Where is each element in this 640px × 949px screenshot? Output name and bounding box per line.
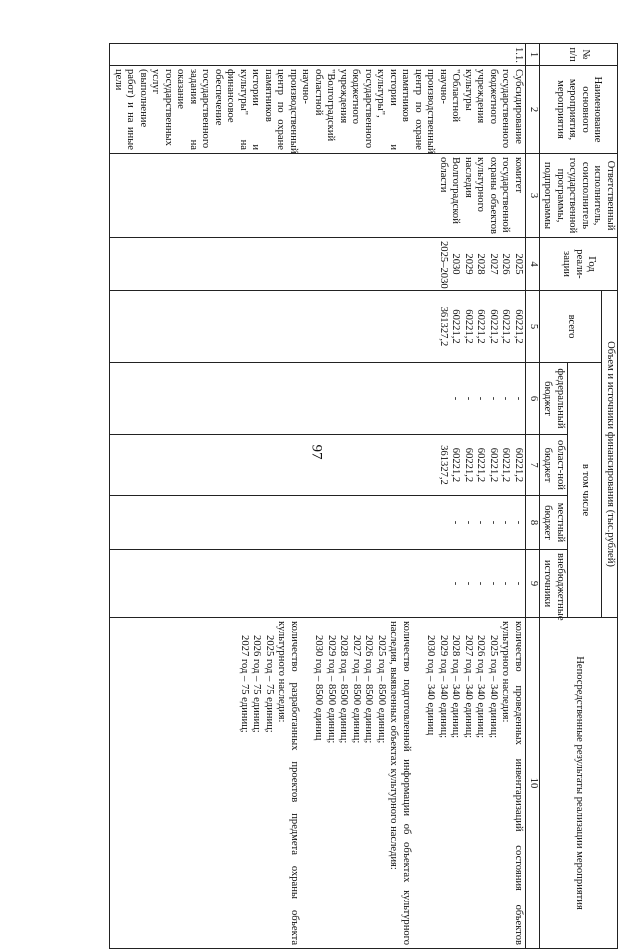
total-value: 361327,2	[438, 306, 449, 347]
result-item: 2028 год – 8500 единиц;	[338, 635, 350, 744]
result-group	[238, 621, 301, 945]
federal-value: -	[463, 396, 474, 401]
result-item: 2025 год – 75 единиц;	[264, 635, 275, 733]
column-number-row	[526, 44, 540, 949]
header-year: Год реали-зации	[540, 238, 618, 291]
program-measures-table	[110, 43, 619, 949]
total-cell	[110, 291, 526, 363]
extra-value: -	[463, 581, 474, 586]
year-value: 2027	[488, 253, 499, 275]
year-value: 2030	[450, 253, 462, 275]
column-number: 9	[526, 550, 540, 618]
regional-value: 60221,2	[450, 447, 462, 483]
result-item: 2026 год – 340 единиц;	[475, 635, 487, 739]
result-item: 2027 год – 75 единиц;	[239, 635, 250, 733]
result-item: 2027 год – 8500 единиц;	[351, 635, 362, 744]
result-item: 2027 год – 340 единиц;	[463, 635, 474, 739]
year-value: 2025	[513, 253, 524, 275]
total-value: 60221,2	[475, 309, 487, 344]
federal-cell	[110, 363, 526, 435]
header-regional: област-ной бюджет	[540, 435, 568, 496]
result-item: 2029 год – 8500 единиц;	[326, 635, 337, 744]
extra-cell	[110, 550, 526, 618]
header-including: в том числе	[568, 363, 603, 618]
header-measure-name: Наименование основного мероприятия, мероприятия	[540, 66, 618, 154]
column-number: 1	[526, 44, 540, 66]
federal-value: -	[488, 396, 499, 401]
year-value: 2029	[463, 253, 474, 275]
page-number: 97	[308, 444, 325, 460]
federal-value: -	[513, 396, 524, 401]
regional-cell	[110, 435, 526, 496]
local-cell	[110, 496, 526, 550]
extra-value: -	[513, 581, 524, 586]
local-value: -	[475, 520, 487, 525]
column-number: 8	[526, 496, 540, 550]
header-local: местный бюджет	[540, 496, 568, 550]
result-item: 2028 год – 340 единиц;	[450, 635, 462, 739]
result-item: 2025 год – 340 единиц;	[488, 635, 499, 739]
local-value: -	[488, 520, 499, 525]
regional-value: 60221,2	[513, 447, 524, 483]
header-number: № п/п	[540, 44, 618, 66]
total-value: 60221,2	[500, 309, 512, 344]
regional-value: 60221,2	[500, 447, 512, 483]
year-value: 2025–2030	[438, 241, 449, 289]
total-value: 60221,2	[488, 309, 499, 344]
result-heading: количество разработанных проектов предмета охраны объекта культурного наследия:	[276, 621, 300, 946]
local-value: -	[513, 520, 524, 525]
column-number: 7	[526, 435, 540, 496]
result-item: 2025 год – 8500 единиц;	[376, 635, 387, 744]
extra-value: -	[475, 581, 487, 586]
total-value: 60221,2	[513, 309, 524, 344]
result-group	[424, 621, 524, 945]
year-value: 2028	[475, 253, 487, 275]
extra-value: -	[500, 581, 512, 586]
result-item: 2026 год – 8500 единиц;	[363, 635, 375, 744]
total-value: 60221,2	[463, 309, 474, 344]
result-item: 2029 год – 340 единиц;	[438, 635, 449, 739]
column-number: 3	[526, 154, 540, 238]
regional-value: 60221,2	[475, 447, 487, 483]
results-cell	[110, 618, 526, 949]
header-funding-group: Объем и источники финансирования (тыс.рублей)	[602, 291, 618, 618]
local-value: -	[450, 520, 462, 525]
total-value: 60221,2	[450, 309, 462, 344]
extra-value: -	[488, 581, 499, 586]
column-number: 4	[526, 238, 540, 291]
regional-value: 361327,2	[438, 445, 449, 485]
local-value: -	[500, 520, 512, 525]
column-number: 6	[526, 363, 540, 435]
result-heading: количество подготовленной информации об объектах культурного наследия, выявленных объектах культурного наследия:	[388, 621, 412, 946]
federal-value: -	[450, 396, 462, 401]
result-item: 2030 год – 340 единиц	[425, 635, 437, 736]
measure-name: Субсидирование государственного бюджетного учреждения культуры "Областной научно-производственный центр по охране памятников истории и культуры", государственного бюджетного учреждения "Волгоградский областной научно-производственный центр по охране памятников истории и культуры" на финансовое обеспечение государственного задания на оказание государственных услуг (выполнение работ) и на иные цели	[110, 66, 526, 154]
header-total: всего	[540, 291, 603, 363]
header-results: Непосредственные результаты реализации мероприятия	[540, 618, 618, 949]
table-row	[110, 44, 526, 949]
header-federal: федеральный бюджет	[540, 363, 568, 435]
regional-value: 60221,2	[488, 447, 499, 483]
regional-value: 60221,2	[463, 447, 474, 483]
header-row-1	[602, 44, 618, 949]
row-number: 1.1.	[110, 44, 526, 66]
column-number: 5	[526, 291, 540, 363]
header-extra: внебюджетные источники	[540, 550, 568, 618]
executor: комитет государственной охраны объектов культурного наследия Волгоградской области	[110, 154, 526, 238]
rotated-table-sheet	[113, 43, 618, 948]
federal-value: -	[475, 396, 487, 401]
federal-value: -	[500, 396, 512, 401]
year-value: 2026	[500, 253, 512, 275]
column-number: 2	[526, 66, 540, 154]
result-group	[312, 621, 412, 945]
result-item: 2026 год – 75 единиц;	[251, 635, 263, 733]
years-cell	[110, 238, 526, 291]
column-number: 10	[526, 618, 540, 949]
result-heading: количество проведенных инвентаризаций состояния объектов культурного наследия:	[500, 621, 524, 946]
local-value: -	[463, 520, 474, 525]
result-item: 2030 год – 8500 единиц	[313, 635, 325, 741]
header-executor: Ответственный исполнитель, соисполнитель государственной программы, подпрограммы	[540, 154, 618, 238]
extra-value: -	[450, 581, 462, 586]
